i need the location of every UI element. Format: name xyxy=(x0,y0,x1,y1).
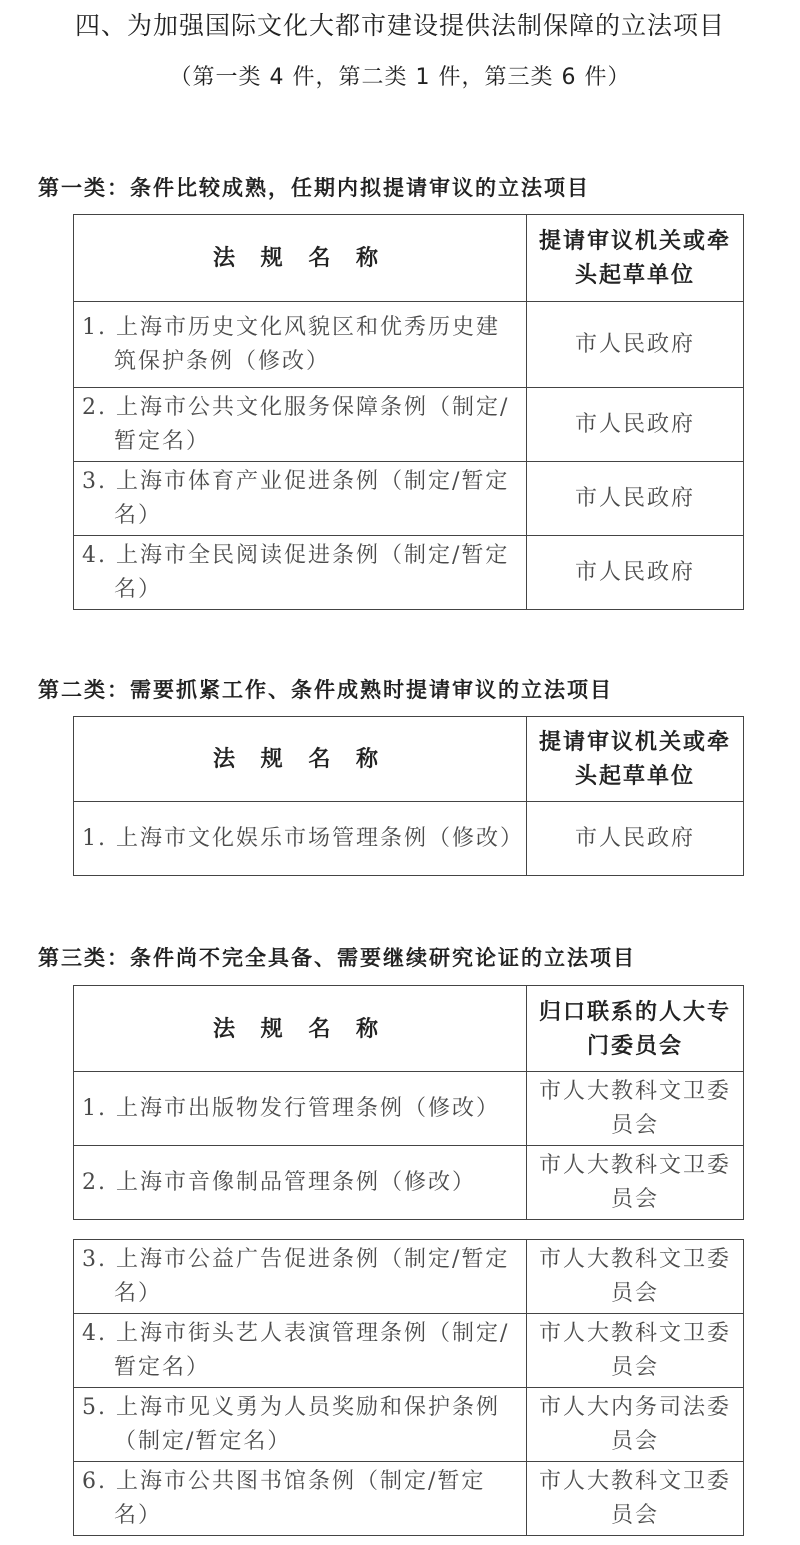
table-header-row xyxy=(74,717,744,802)
law-name: 4. 上海市全民阅读促进条例（制定/暂定名） xyxy=(82,542,510,602)
law-org: 市人大内务司法委员会 xyxy=(538,1394,731,1454)
law-org: 市人民政府 xyxy=(574,331,695,357)
column-header-name: 法 规 名 称 xyxy=(213,1015,387,1042)
table-row xyxy=(74,388,744,462)
law-name: 3. 上海市公益广告促进条例（制定/暂定名） xyxy=(82,1246,510,1306)
table-row xyxy=(74,1240,744,1314)
section-3-table-part-1 xyxy=(73,985,744,1220)
law-name: 5. 上海市见义勇为人员奖励和保护条例（制定/暂定名） xyxy=(82,1394,500,1454)
section-3-heading: 第三类：条件尚不完全具备、需要继续研究论证的立法项目 xyxy=(38,945,636,970)
column-header-org: 提请审议机关或牵头起草单位 xyxy=(538,228,731,288)
table-header-row xyxy=(74,215,744,302)
law-name: 4. 上海市街头艺人表演管理条例（制定/暂定名） xyxy=(82,1320,510,1380)
law-org: 市人大教科文卫委员会 xyxy=(538,1152,731,1212)
law-org: 市人民政府 xyxy=(574,559,695,585)
section-1-heading: 第一类：条件比较成熟，任期内拟提请审议的立法项目 xyxy=(38,175,590,200)
law-org: 市人民政府 xyxy=(574,825,695,851)
section-1-table xyxy=(73,214,744,610)
law-org: 市人民政府 xyxy=(574,411,695,437)
column-header-org: 归口联系的人大专门委员会 xyxy=(538,998,731,1059)
table-row xyxy=(74,1462,744,1536)
table-row xyxy=(74,536,744,610)
table-header-row xyxy=(74,986,744,1072)
law-org: 市人大教科文卫委员会 xyxy=(538,1246,731,1306)
page-title: 四、为加强国际文化大都市建设提供法制保障的立法项目 xyxy=(74,11,725,40)
law-org: 市人民政府 xyxy=(574,485,695,511)
column-header-org: 提请审议机关或牵头起草单位 xyxy=(538,729,731,789)
law-name: 3. 上海市体育产业促进条例（制定/暂定名） xyxy=(82,468,510,528)
page-subtitle: （第一类 4 件，第二类 1 件，第三类 6 件） xyxy=(169,65,631,90)
table-row xyxy=(74,302,744,388)
law-name: 2. 上海市公共文化服务保障条例（制定/暂定名） xyxy=(82,394,510,454)
table-row xyxy=(74,1072,744,1146)
column-header-name: 法 规 名 称 xyxy=(213,746,387,772)
table-row xyxy=(74,1388,744,1462)
law-name: 6. 上海市公共图书馆条例（制定/暂定名） xyxy=(82,1468,486,1528)
table-row xyxy=(74,462,744,536)
law-org: 市人大教科文卫委员会 xyxy=(538,1320,731,1380)
table-row xyxy=(74,802,744,876)
section-3-table-part-2 xyxy=(73,1239,744,1536)
law-name: 1. 上海市历史文化风貌区和优秀历史建筑保护条例（修改） xyxy=(82,314,500,374)
section-2-table xyxy=(73,716,744,876)
table-row xyxy=(74,1314,744,1388)
law-org: 市人大教科文卫委员会 xyxy=(538,1078,731,1138)
law-name: 1. 上海市出版物发行管理条例（修改） xyxy=(82,1095,500,1121)
table-row xyxy=(74,1146,744,1220)
law-name: 2. 上海市音像制品管理条例（修改） xyxy=(82,1169,476,1195)
law-name: 1. 上海市文化娱乐市场管理条例（修改） xyxy=(82,825,524,851)
law-org: 市人大教科文卫委员会 xyxy=(538,1468,731,1528)
column-header-name: 法 规 名 称 xyxy=(213,245,387,271)
section-2-heading: 第二类：需要抓紧工作、条件成熟时提请审议的立法项目 xyxy=(38,677,613,702)
